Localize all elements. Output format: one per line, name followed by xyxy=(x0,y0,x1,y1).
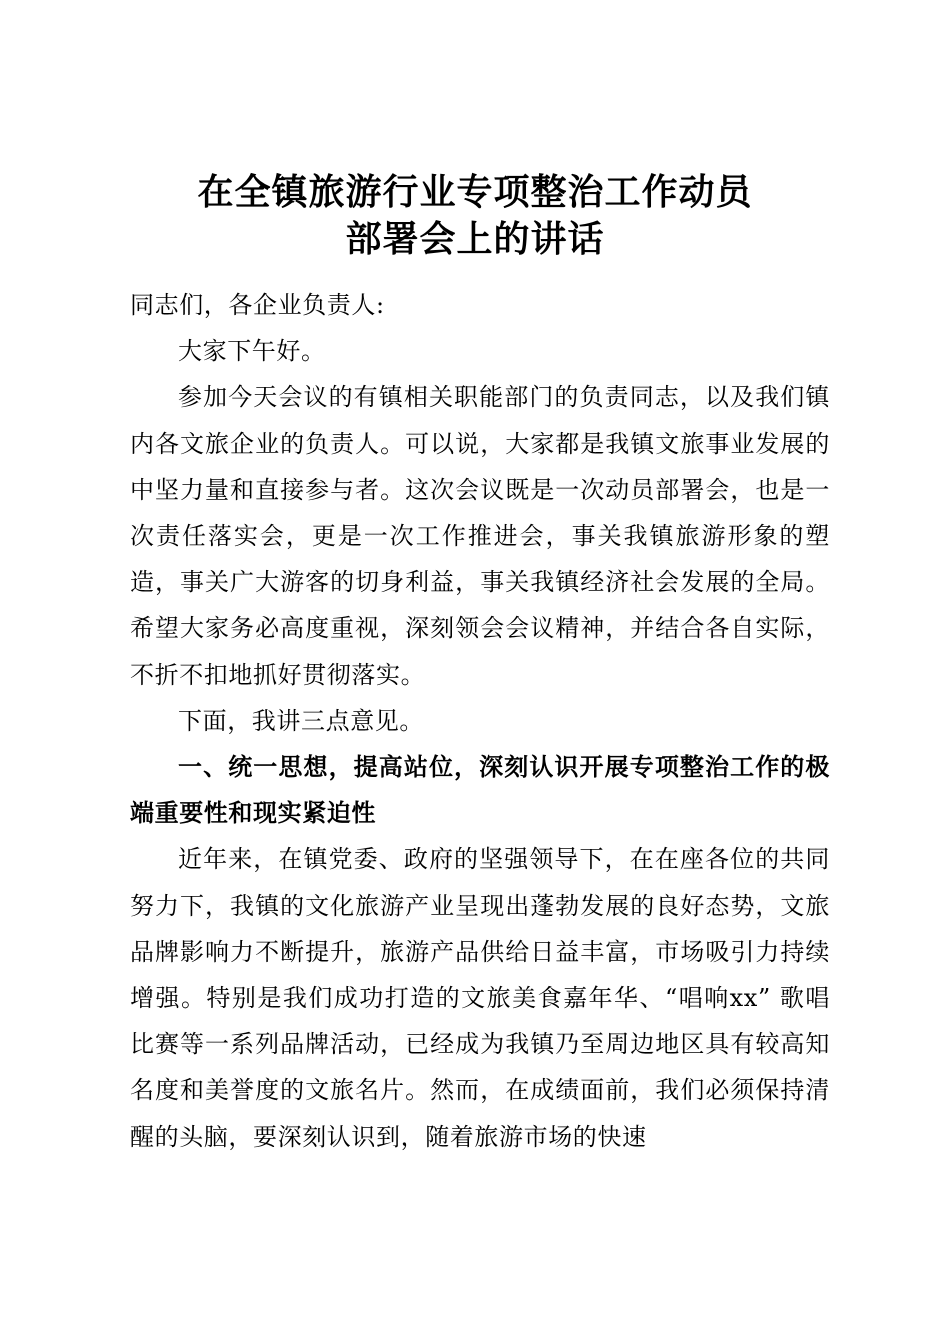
document-title-line-2: 部署会上的讲话 xyxy=(345,219,605,260)
document-title-line-1: 在全镇旅游行业专项整治工作动员 xyxy=(197,172,753,213)
document-body xyxy=(130,282,830,1160)
greeting: 大家下午好。 xyxy=(178,337,326,366)
section-1-heading: 一、统一思想，提高站位，深刻认识开展专项整治工作的极端重要性和现实紧迫性 xyxy=(130,753,830,828)
salutation: 同志们，各企业负责人: xyxy=(130,291,385,319)
paragraph-points: 下面，我讲三点意见。 xyxy=(178,706,424,735)
section-1-paragraph: 近年来，在镇党委、政府的坚强领导下，在在座各位的共同努力下，我镇的文化旅游产业呈现出蓬勃发展的良好态势，文旅品牌影响力不断提升，旅游产品供给日益丰富，市场吸引力持续增强。特别是我们成功打造的文旅美食嘉年华、“唱响xx” 歌唱比赛等一系列品牌活动，已经成为我镇乃至周边地区具有较高知名度和美誉度的文旅名片。然而，在成绩面前，我们必须保持清醒的头脑，要深刻认识到，随着旅游市场的快速 xyxy=(130,845,830,1151)
paragraph-intro: 参加今天会议的有镇相关职能部门的负责同志，以及我们镇内各文旅企业的负责人。可以说，大家都是我镇文旅事业发展的中坚力量和直接参与者。这次会议既是一次动员部署会，也是一次责任落实会，更是一次工作推进会，事关我镇旅游形象的塑造，事关广大游客的切身利益，事关我镇经济社会发展的全局。希望大家务必高度重视，深刻领会会议精神，并结合各自实际，不折不扣地抓好贯彻落实。 xyxy=(130,383,830,689)
